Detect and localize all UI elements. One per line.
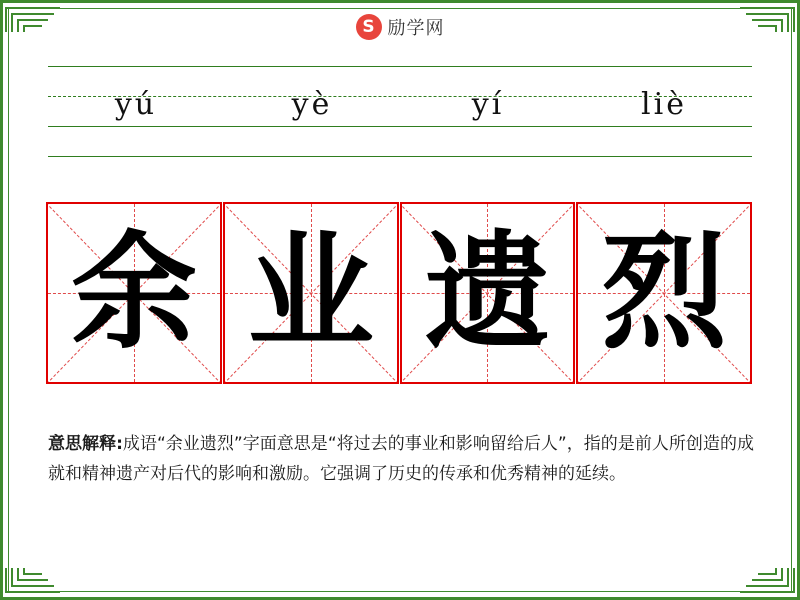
character-glyph: 余 — [70, 219, 197, 366]
logo-text: 励学网 — [387, 18, 445, 39]
site-logo[interactable] — [0, 14, 800, 40]
character-glyph: 遗 — [424, 219, 551, 366]
character-glyph: 烈 — [601, 219, 728, 366]
character-cell — [400, 202, 576, 384]
character-cell — [576, 202, 752, 384]
character-glyph: 业 — [247, 219, 374, 366]
pinyin-staff — [48, 66, 752, 158]
corner-ornament-icon — [4, 566, 62, 596]
pinyin-syllable: yè — [291, 86, 333, 122]
explanation-label: 意思解释: — [48, 434, 123, 454]
pinyin-row — [48, 66, 752, 158]
logo-symbol: S — [362, 16, 375, 37]
pinyin-syllable: liè — [641, 86, 687, 122]
character-cell — [46, 202, 222, 384]
character-grid — [46, 202, 752, 384]
corner-ornament-icon — [738, 566, 796, 596]
pinyin-syllable: yí — [471, 86, 505, 122]
logo-circle-icon — [356, 14, 382, 40]
character-cell — [223, 202, 399, 384]
explanation-block — [48, 430, 754, 490]
pinyin-syllable: yú — [114, 86, 158, 122]
explanation-text: 成语“余业遗烈”字面意思是“将过去的事业和影响留给后人”，指的是前人所创造的成就和精神遗产对后代的影响和激励。它强调了历史的传承和优秀精神的延续。 — [48, 434, 754, 484]
